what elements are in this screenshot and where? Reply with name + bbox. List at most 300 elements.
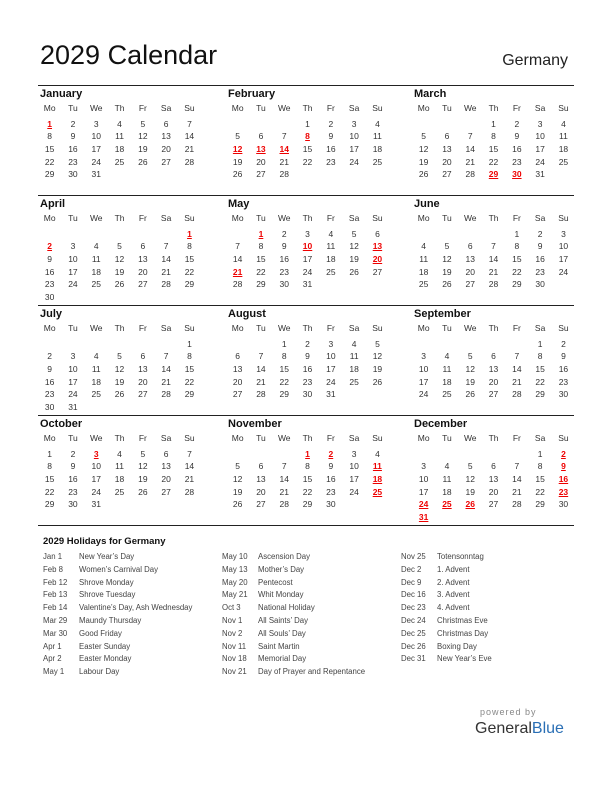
weekday-header: Th [302,433,313,443]
day-cell: 27 [372,266,383,277]
day-cell: 26 [114,389,125,400]
weekday-header: Sa [534,213,546,223]
holiday-item [401,577,581,590]
day-cell: 14 [184,461,195,472]
day-cell: 17 [418,376,429,387]
day-cell: 16 [302,363,313,374]
day-cell: 5 [421,131,427,142]
day-cell: 3 [70,351,76,362]
day-cell: 5 [351,228,357,239]
day-cell: 25 [114,156,125,167]
weekday-header: Fr [138,213,147,223]
page-title: 2029 Calendar [40,40,218,70]
day-cell: 3 [305,228,310,239]
day-cell: 15 [184,253,195,264]
day-cell: 2 [514,118,520,129]
month-name: May [228,198,250,210]
holiday-item [43,653,223,666]
holiday-name: Ascension Day [258,552,311,561]
day-cell: 16 [558,363,569,374]
weekday-header: Su [372,213,383,223]
day-cell: 16 [44,266,55,277]
holiday-date: Dec 9 [401,577,422,587]
weekday-header: Su [372,103,383,113]
weekday-header: Sa [348,323,360,333]
day-cell: 8 [258,241,264,252]
empty-cell [459,118,482,131]
holiday-date: May 10 [222,552,248,561]
holiday-day-cell: 25 [442,499,452,510]
holiday-name: Saint Martin [258,641,300,651]
holiday-date: Dec 2 [401,564,422,574]
empty-cell [412,228,435,241]
month-name: October [40,418,83,430]
day-cell: 28 [161,389,171,400]
holiday-date: Nov 2 [222,628,243,638]
day-cell: 31 [91,499,101,510]
day-cell: 10 [91,461,101,472]
day-cell: 5 [140,448,146,459]
weekday-header: Th [302,103,313,113]
day-cell: 12 [418,143,429,154]
day-cell: 14 [512,363,522,374]
weekday-header: Tu [256,103,266,113]
holiday-date: Dec 24 [401,615,426,625]
day-cell: 7 [514,461,520,472]
day-cell: 14 [161,253,171,264]
weekday-header: Tu [256,433,266,443]
holiday-day-cell: 25 [372,486,383,497]
holiday-item [43,551,223,564]
day-cell: 11 [419,253,429,264]
weekday-header: Tu [442,433,452,443]
empty-cell [482,448,505,461]
empty-cell [38,228,61,241]
day-cell: 29 [256,279,266,290]
day-cell: 29 [302,499,313,510]
day-cell: 26 [418,169,429,180]
day-cell: 25 [349,376,359,387]
day-cell: 6 [258,131,264,142]
day-cell: 3 [93,118,99,129]
day-cell: 12 [114,253,125,264]
weekday-header: Sa [348,433,360,443]
day-cell: 22 [44,486,55,497]
day-cell: 28 [184,486,195,497]
day-cell: 25 [326,266,336,277]
day-cell: 11 [442,473,452,484]
day-cell: 12 [232,473,243,484]
empty-cell [108,228,131,241]
holiday-day-cell: 2 [328,448,334,459]
holiday-name: Easter Sunday [79,641,131,651]
holiday-date: Dec 31 [401,654,426,664]
day-cell: 7 [187,448,192,459]
weekday-header: Tu [68,103,78,113]
weekday-header: Fr [138,433,147,443]
holiday-name: Memorial Day [258,654,307,664]
day-cell: 13 [442,143,452,154]
holiday-item [222,628,402,641]
day-cell: 20 [161,473,171,484]
day-cell: 13 [138,253,148,264]
day-cell: 18 [91,266,101,277]
day-cell: 10 [558,241,569,252]
holiday-date: Dec 16 [401,590,426,600]
weekday-header: Su [372,433,383,443]
holiday-name: Women’s Carnival Day [79,564,159,574]
day-cell: 26 [349,266,359,277]
day-cell: 16 [44,376,55,387]
weekday-header: Mo [43,433,56,443]
weekday-header: Mo [417,103,430,113]
day-cell: 13 [232,363,243,374]
empty-cell [435,118,458,131]
day-cell: 5 [467,351,473,362]
day-cell: 8 [281,351,287,362]
day-cell: 22 [535,486,545,497]
day-cell: 27 [161,156,171,167]
weekday-header: Sa [160,323,172,333]
day-cell: 28 [256,389,266,400]
day-cell: 29 [279,389,289,400]
weekday-header: Sa [160,433,172,443]
divider [38,85,574,86]
day-cell: 6 [163,118,169,129]
day-cell: 17 [558,253,569,264]
month-name: June [414,198,440,210]
day-cell: 30 [535,279,545,290]
day-cell: 27 [232,389,243,400]
holiday-item [401,628,581,641]
weekday-header: Th [302,323,313,333]
logo-general: General [475,720,532,737]
day-cell: 28 [465,169,475,180]
day-cell: 21 [161,376,171,387]
day-cell: 23 [302,376,313,387]
day-cell: 27 [256,169,266,180]
day-cell: 17 [91,143,101,154]
month-march [412,87,576,181]
day-cell: 29 [535,389,545,400]
day-cell: 30 [279,279,289,290]
empty-cell [226,118,249,131]
holiday-column [43,551,223,679]
day-cell: 12 [114,363,125,374]
empty-cell [505,448,528,461]
country-label: Germany [502,52,568,69]
logo-blue: Blue [531,720,564,737]
day-cell: 20 [138,266,148,277]
divider [38,305,574,306]
day-cell: 3 [351,118,357,129]
day-cell: 28 [488,279,499,290]
holiday-date: Feb 12 [43,577,68,587]
day-cell: 6 [444,131,450,142]
day-cell: 26 [372,376,383,387]
day-cell: 8 [537,461,543,472]
day-cell: 5 [444,241,450,252]
month-name: December [414,418,468,430]
holiday-day-cell: 23 [558,486,569,497]
day-cell: 22 [302,156,313,167]
day-cell: 28 [512,389,522,400]
day-cell: 23 [326,486,336,497]
day-cell: 20 [256,156,266,167]
day-cell: 19 [465,376,475,387]
holiday-date: May 20 [222,577,248,587]
day-cell: 20 [488,486,499,497]
weekday-header: Su [558,103,569,113]
day-cell: 22 [279,376,289,387]
month-name: February [228,88,276,100]
day-cell: 14 [161,363,171,374]
weekday-header: Tu [256,323,266,333]
day-cell: 13 [161,461,171,472]
holiday-day-cell: 24 [418,499,429,510]
day-cell: 18 [91,376,101,387]
weekday-header: Mo [231,433,244,443]
day-cell: 19 [138,473,148,484]
holiday-date: Feb 14 [43,603,68,613]
holiday-name: New Year’s Eve [437,654,492,664]
holiday-day-cell: 13 [256,143,266,154]
month-name: September [414,308,471,320]
empty-cell [435,448,458,461]
holiday-item [401,589,581,602]
holiday-day-cell: 1 [258,228,264,239]
holiday-item [222,615,402,628]
day-cell: 15 [184,363,195,374]
day-cell: 25 [91,279,101,290]
day-cell: 9 [537,241,543,252]
weekday-header: We [89,213,103,223]
day-cell: 30 [302,389,313,400]
holiday-name: Whit Monday [258,590,304,600]
day-cell: 14 [232,253,243,264]
day-cell: 4 [117,118,122,129]
month-february [226,87,390,181]
holiday-name: Valentine’s Day, Ash Wednesday [79,603,193,613]
day-cell: 22 [184,376,195,387]
day-cell: 2 [70,118,76,129]
day-cell: 19 [372,363,383,374]
holiday-item [401,615,581,628]
day-cell: 30 [558,389,569,400]
weekday-header: Tu [442,213,452,223]
holiday-day-cell: 1 [305,448,310,459]
empty-cell [131,338,154,351]
weekday-header: Tu [442,103,452,113]
day-cell: 11 [373,131,382,142]
holidays-title: 2029 Holidays for Germany [43,536,166,547]
day-cell: 21 [279,156,289,167]
weekday-header: Fr [512,433,521,443]
day-cell: 1 [281,338,287,349]
day-cell: 16 [279,253,289,264]
empty-cell [412,118,435,131]
day-cell: 24 [91,486,101,497]
weekday-header: Mo [231,213,244,223]
holiday-day-cell: 29 [488,169,499,180]
day-cell: 6 [491,461,496,472]
empty-cell [85,338,108,351]
day-cell: 20 [465,266,475,277]
empty-cell [249,448,272,461]
day-cell: 26 [465,389,475,400]
empty-cell [412,338,435,351]
day-cell: 10 [68,363,78,374]
weekday-header: Th [488,433,499,443]
day-cell: 14 [488,253,499,264]
day-cell: 18 [114,143,125,154]
day-cell: 11 [326,241,336,252]
holiday-date: Nov 18 [222,654,247,664]
holiday-item [222,653,402,666]
day-cell: 26 [138,486,148,497]
holiday-day-cell: 31 [418,511,429,522]
day-cell: 10 [326,351,336,362]
day-cell: 1 [537,338,543,349]
day-cell: 30 [44,401,55,412]
day-cell: 13 [488,363,499,374]
holiday-date: May 13 [222,564,248,574]
day-cell: 16 [68,143,78,154]
day-cell: 4 [375,448,380,459]
divider [38,415,574,416]
day-cell: 12 [138,131,148,142]
weekday-header: Tu [256,213,266,223]
day-cell: 6 [235,351,241,362]
day-cell: 7 [235,241,241,252]
holiday-item [43,615,223,628]
day-cell: 9 [47,253,53,264]
holiday-day-cell: 8 [305,131,310,142]
weekday-header: Sa [348,213,360,223]
day-cell: 23 [279,266,289,277]
day-cell: 5 [140,118,146,129]
day-cell: 4 [351,338,357,349]
day-cell: 23 [68,486,78,497]
day-cell: 29 [184,279,195,290]
day-cell: 2 [305,338,310,349]
holiday-date: Apr 2 [43,654,62,664]
weekday-header: Mo [417,213,430,223]
day-cell: 18 [372,143,383,154]
weekday-header: We [89,433,103,443]
day-cell: 11 [559,131,568,142]
day-cell: 16 [68,473,78,484]
day-cell: 10 [91,131,101,142]
day-cell: 25 [372,156,383,167]
day-cell: 23 [326,156,336,167]
day-cell: 17 [91,473,101,484]
day-cell: 7 [187,118,192,129]
day-cell: 4 [421,241,427,252]
day-cell: 17 [68,376,78,387]
weekday-header: Su [558,213,569,223]
holiday-date: Oct 3 [222,603,241,613]
holiday-column [222,551,402,679]
holiday-item [401,564,581,577]
day-cell: 19 [114,266,125,277]
weekday-header: Th [114,323,125,333]
holiday-day-cell: 16 [558,473,569,484]
weekday-header: Fr [512,103,521,113]
holiday-item [401,602,581,615]
day-cell: 25 [442,389,452,400]
holiday-day-cell: 12 [232,143,243,154]
day-cell: 22 [512,266,522,277]
day-cell: 16 [326,143,336,154]
day-cell: 21 [512,486,522,497]
holiday-column [401,551,581,666]
weekday-header: Su [558,433,569,443]
day-cell: 4 [93,351,99,362]
day-cell: 20 [256,486,266,497]
holiday-name: Pentecost [258,577,293,587]
day-cell: 21 [256,376,266,387]
holiday-day-cell: 30 [512,169,522,180]
day-cell: 7 [491,241,496,252]
month-name: January [40,88,83,100]
empty-cell [85,228,108,241]
day-cell: 15 [279,363,289,374]
day-cell: 17 [349,143,359,154]
day-cell: 15 [44,143,55,154]
holiday-item [222,551,402,564]
day-cell: 22 [535,376,545,387]
day-cell: 15 [535,363,545,374]
month-april [38,197,202,304]
day-cell: 22 [184,266,195,277]
day-cell: 4 [444,461,450,472]
month-name: November [228,418,282,430]
weekday-header: Tu [68,433,78,443]
weekday-header: Sa [534,103,546,113]
generalblue-logo[interactable] [475,720,564,738]
holiday-day-cell: 1 [47,118,53,129]
weekday-header: Fr [326,323,335,333]
day-cell: 13 [488,473,499,484]
holiday-item [222,602,402,615]
day-cell: 3 [328,338,334,349]
day-cell: 23 [68,156,78,167]
weekday-header: Sa [534,433,546,443]
weekday-header: Th [488,103,499,113]
month-june [412,197,576,291]
day-cell: 6 [258,461,264,472]
month-name: March [414,88,447,100]
day-cell: 16 [535,253,545,264]
day-cell: 10 [349,461,359,472]
holiday-day-cell: 14 [279,143,289,154]
day-cell: 20 [232,376,243,387]
day-cell: 13 [138,363,148,374]
holiday-day-cell: 1 [187,228,192,239]
day-cell: 6 [491,351,496,362]
holiday-name: Easter Monday [79,654,132,664]
month-name: August [228,308,266,320]
weekday-header: We [277,213,291,223]
holiday-date: Nov 25 [401,552,426,561]
day-cell: 4 [375,118,380,129]
day-cell: 30 [68,169,78,180]
day-cell: 6 [140,241,146,252]
weekday-header: Sa [160,103,172,113]
day-cell: 8 [537,351,543,362]
holiday-item [401,653,581,666]
